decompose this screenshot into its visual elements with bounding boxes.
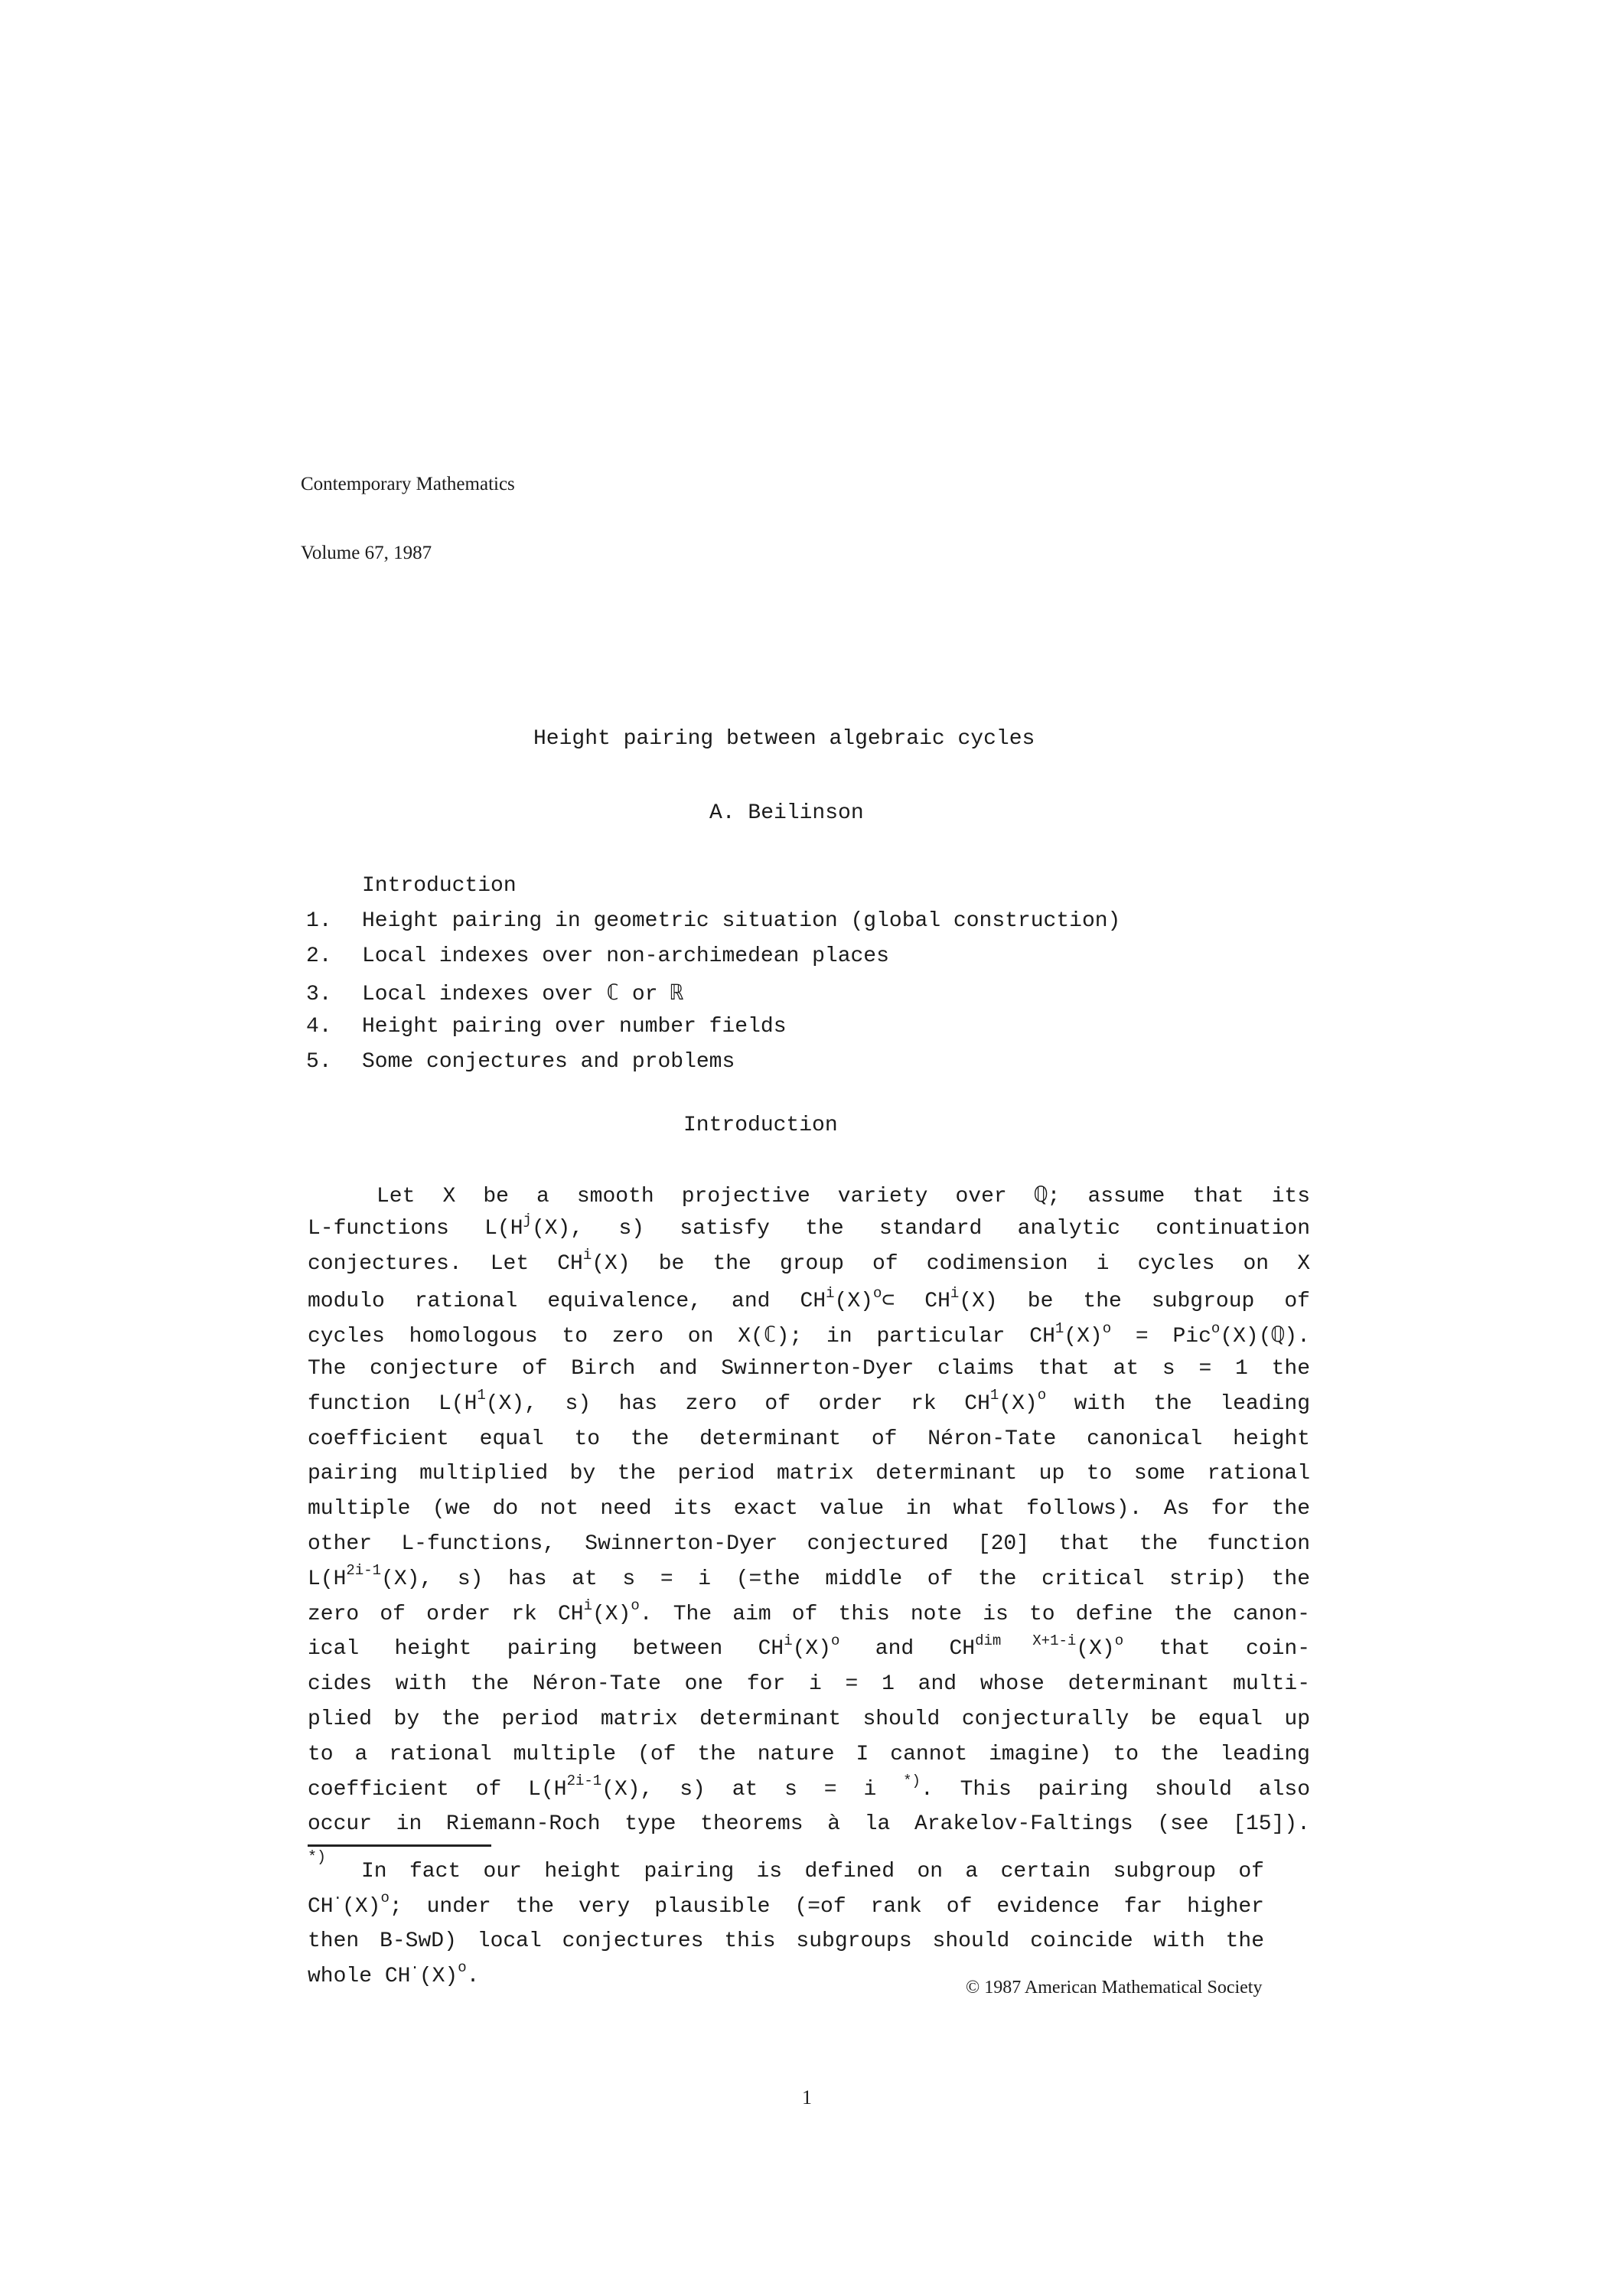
toc-item-number: 5. bbox=[306, 1050, 332, 1074]
toc-item-text: Height pairing over number fields bbox=[362, 1015, 787, 1039]
body-line: The conjecture of Birch and Swinnerton-Dyer claims that at s = 1 the bbox=[308, 1356, 1310, 1381]
body-line: cides with the Néron-Tate one for i = 1 and whose determinant multi- bbox=[308, 1672, 1310, 1697]
body-line: Let X be a smooth projective variety over ℚ; assume that its bbox=[376, 1185, 1310, 1208]
toc-item-number: 2. bbox=[306, 944, 332, 968]
toc-item-number: 3. bbox=[306, 983, 332, 1006]
toc-item-text: Some conjectures and problems bbox=[362, 1050, 735, 1074]
toc-heading: Introduction bbox=[362, 874, 517, 898]
toc-item bbox=[306, 1050, 1120, 1085]
journal-name: Contemporary Mathematics bbox=[301, 474, 515, 494]
body-line: zero of order rk $CH^i(X)^o$. The aim of this note is to define the canon- bbox=[308, 1597, 1310, 1626]
body-line: cycles homologous to zero on X(ℂ); in particular $CH^1(X)^o$ = Pic$^o$(X)(ℚ). bbox=[308, 1319, 1310, 1349]
section-heading: Introduction bbox=[683, 1114, 838, 1137]
body-line: function $L(H^1(X)$, s) has zero of order rk $CH^1(X)^o$ with the leading bbox=[308, 1387, 1311, 1416]
footnote-line: whole $CH^\cdot(X)^o$. bbox=[308, 1959, 480, 1988]
body-line: L-functions $L(H^j(X)$, s) satisfy the standard analytic continuation bbox=[308, 1212, 1310, 1241]
body-line: $L(H^{2i-1}(X)$, s) has at s = i (=the middle of the critical strip) the bbox=[308, 1562, 1310, 1591]
journal-header bbox=[301, 427, 515, 588]
body-line: pairing multiplied by the period matrix determinant up to some rational bbox=[308, 1462, 1310, 1486]
page-number: 1 bbox=[802, 2086, 812, 2108]
body-line: ical height pairing between $CH^i(X)^o$ and $CH^{dim X+1-i}(X)^o$ that coin- bbox=[308, 1632, 1310, 1662]
footnote-rule bbox=[308, 1844, 491, 1847]
copyright-notice: © 1987 American Mathematical Society bbox=[966, 1978, 1263, 1998]
body-text bbox=[308, 1182, 1310, 1848]
body-line: to a rational multiple (of the nature I cannot imagine) to the leading bbox=[308, 1742, 1310, 1766]
toc-item-text: Local indexes over ℂ or ℝ bbox=[362, 983, 684, 1006]
toc-item bbox=[306, 1015, 1120, 1050]
toc-item-number: 1. bbox=[306, 909, 332, 933]
body-line: coefficient equal to the determinant of Néron-Tate canonical height bbox=[308, 1427, 1310, 1451]
toc-item bbox=[306, 909, 1120, 944]
toc-item-text: Height pairing in geometric situation (global construction) bbox=[362, 909, 1121, 933]
body-line: conjectures. Let $CH^i(X)$ be the group of codimension i cycles on X bbox=[308, 1247, 1310, 1276]
toc-item bbox=[306, 944, 1120, 980]
toc-item-number: 4. bbox=[306, 1015, 332, 1039]
paper-title: Height pairing between algebraic cycles bbox=[533, 727, 1035, 751]
body-line: modulo rational equivalence, and $CH^i(X)^o\subset$ $CH^i(X)$ be the subgroup of bbox=[308, 1285, 1310, 1314]
footnote-line: $CH^\cdot(X)^o$; under the very plausible (=of rank of evidence far higher bbox=[308, 1890, 1264, 1919]
body-line: occur in Riemann-Roch type theorems à la Arakelov-Faltings (see [15]). bbox=[308, 1812, 1310, 1837]
body-line: plied by the period matrix determinant should conjecturally be equal up bbox=[308, 1707, 1310, 1731]
journal-volume: Volume 67, 1987 bbox=[301, 543, 432, 563]
body-line: multiple (we do not need its exact value in what follows). As for the bbox=[308, 1497, 1310, 1521]
body-line: other L-functions, Swinnerton-Dyer conjectured [20] that the function bbox=[308, 1531, 1310, 1556]
table-of-contents bbox=[306, 874, 1120, 1085]
toc-item-text: Local indexes over non-archimedean places bbox=[362, 944, 889, 968]
toc-item bbox=[306, 980, 1120, 1015]
body-line: coefficient of $L(H^{2i-1}(X)$, s) at s = i *). This pairing should also bbox=[308, 1773, 1311, 1802]
footnote-marker: *) bbox=[308, 1849, 327, 1867]
footnote-line: In fact our height pairing is defined on a certain subgroup of bbox=[361, 1860, 1264, 1883]
author: A. Beilinson bbox=[709, 801, 864, 825]
footnote-line: then B-SwD) local conjectures this subgroups should coincide with the bbox=[308, 1929, 1264, 1953]
